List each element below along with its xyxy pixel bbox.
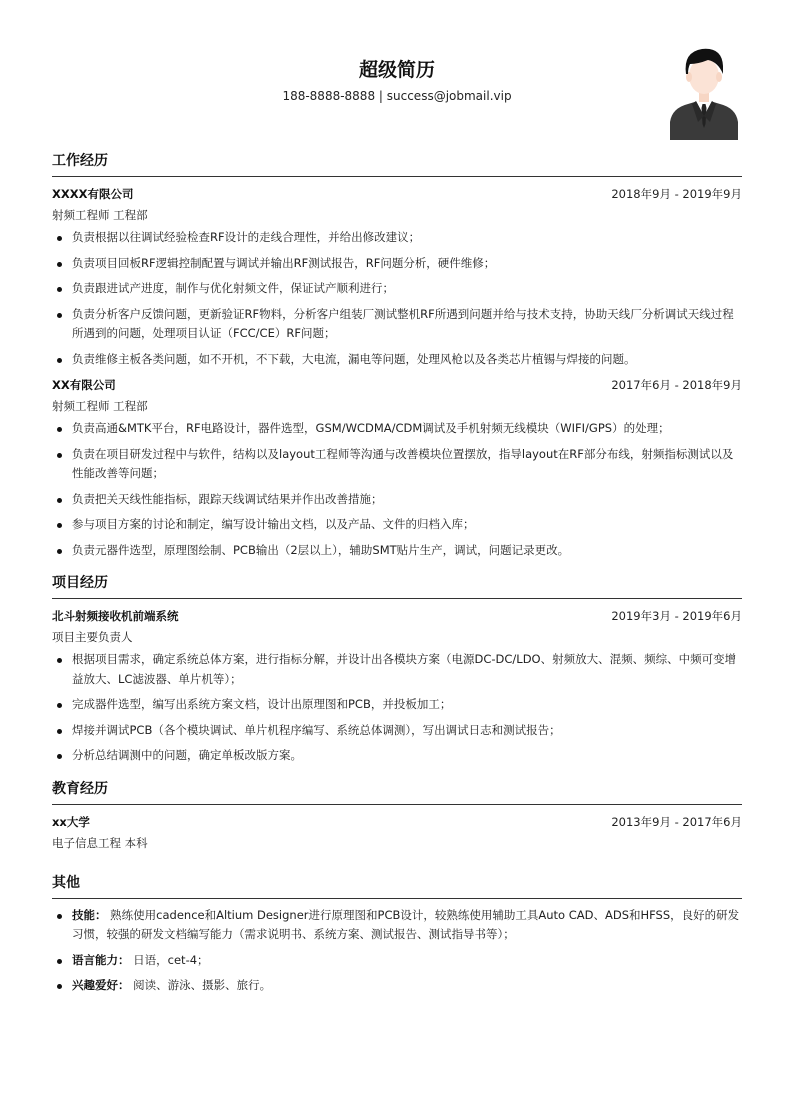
item-label: 语言能力： xyxy=(72,952,130,967)
resume-content xyxy=(52,150,742,1002)
bullet-list xyxy=(52,650,742,766)
entry-date: 2019年3月 - 2019年6月 xyxy=(611,609,742,623)
item-text: 阅读、游泳、摄影、旅行。 xyxy=(133,978,272,992)
section-title: 工作经历 xyxy=(52,150,742,177)
other-section xyxy=(52,872,742,996)
project-entry xyxy=(52,606,742,766)
list-item: 参与项目方案的讨论和制定，编写设计输出文档，以及产品、文件的归档入库； xyxy=(52,515,742,535)
entry-date: 2017年6月 - 2018年9月 xyxy=(611,378,742,392)
list-item: 负责高通&MTK平台，RF电路设计，器件选型，GSM/WCDMA/CDM调试及手机射频无线模块（WIFI/GPS）的处理； xyxy=(52,419,742,439)
item-label: 技能： xyxy=(72,907,107,922)
job-role: 射频工程师 工程部 xyxy=(52,208,148,222)
section-title: 其他 xyxy=(52,872,742,899)
list-item: 焊接并调试PCB（各个模块调试、单片机程序编写、系统总体调测），写出调试日志和测试报告； xyxy=(52,721,742,741)
list-item: 负责项目回板RF逻辑控制配置与调试并输出RF测试报告，RF问题分析，硬件维修； xyxy=(52,254,742,274)
list-item: 完成器件选型，编写出系统方案文档，设计出原理图和PCB，并投板加工； xyxy=(52,695,742,715)
job-role: 射频工程师 工程部 xyxy=(52,399,148,413)
list-item: 负责根据以往调试经验检查RF设计的走线合理性，并给出修改建议； xyxy=(52,228,742,248)
item-label: 兴趣爱好： xyxy=(72,978,130,992)
bullet-list xyxy=(52,228,742,369)
school-name: xx大学 xyxy=(52,814,90,829)
work-entry xyxy=(52,184,742,369)
list-item xyxy=(52,906,742,945)
list-item: 负责维修主板各类问题，如不开机，不下载，大电流，漏电等问题，处理风枪以及各类芯片植锡与焊接的问题。 xyxy=(52,350,742,370)
project-role: 项目主要负责人 xyxy=(52,630,133,644)
list-item: 根据项目需求，确定系统总体方案，进行指标分解，并设计出各模块方案（电源DC-DC/LDO、射频放大、混频、频综、中频可变增益放大、LC滤波器、单片机等）； xyxy=(52,650,742,689)
list-item xyxy=(52,976,742,996)
work-section xyxy=(52,150,742,560)
company-name: XX有限公司 xyxy=(52,378,116,392)
list-item: 负责分析客户反馈问题，更新验证RF物料，分析客户组装厂测试整机RF所遇到问题并给与技术支持，协助天线厂分析调试天线过程所遇到的问题，处理项目认证（FCC/CE）RF问题； xyxy=(52,305,742,344)
list-item: 分析总结调测中的问题，确定单板改版方案。 xyxy=(52,746,742,766)
major: 电子信息工程 本科 xyxy=(52,835,148,850)
company-name: XXXX有限公司 xyxy=(52,187,134,201)
list-item xyxy=(52,951,742,971)
work-entry xyxy=(52,375,742,560)
bullet-list xyxy=(52,419,742,560)
education-entry xyxy=(52,812,742,854)
list-item: 负责把关天线性能指标，跟踪天线调试结果并作出改善措施； xyxy=(52,490,742,510)
section-title: 教育经历 xyxy=(52,778,742,805)
entry-date: 2013年9月 - 2017年6月 xyxy=(611,814,742,829)
list-item: 负责在项目研发过程中与软件，结构以及layout工程师等沟通与改善模块位置摆放，指导layout在RF部分布线，射频指标测试以及性能改善等问题； xyxy=(52,445,742,484)
resume-header xyxy=(0,0,794,140)
project-name: 北斗射频接收机前端系统 xyxy=(52,609,179,623)
list-item: 负责元器件选型，原理图绘制、PCB输出（2层以上），辅助SMT贴片生产，调试，问题记录更改。 xyxy=(52,541,742,561)
resume-name: 超级简历 xyxy=(358,59,435,81)
list-item: 负责跟进试产进度，制作与优化射频文件，保证试产顺利进行； xyxy=(52,279,742,299)
section-title: 项目经历 xyxy=(52,572,742,599)
item-text: 熟练使用cadence和Altium Designer进行原理图和PCB设计，较熟练使用辅助工具Auto CAD、ADS和HFSS，良好的研发习惯，较强的研发文档编写能力（需求说明书、系统方案、测试报告、测试指导书等）； xyxy=(72,907,740,941)
project-section xyxy=(52,572,742,766)
entry-date: 2018年9月 - 2019年9月 xyxy=(611,187,742,201)
contact-info: 188-8888-8888 | success@jobmail.vip xyxy=(282,89,512,103)
education-section xyxy=(52,778,742,854)
item-text: 日语，cet-4； xyxy=(133,952,209,967)
bullet-list xyxy=(52,906,742,996)
avatar-icon xyxy=(668,44,740,140)
